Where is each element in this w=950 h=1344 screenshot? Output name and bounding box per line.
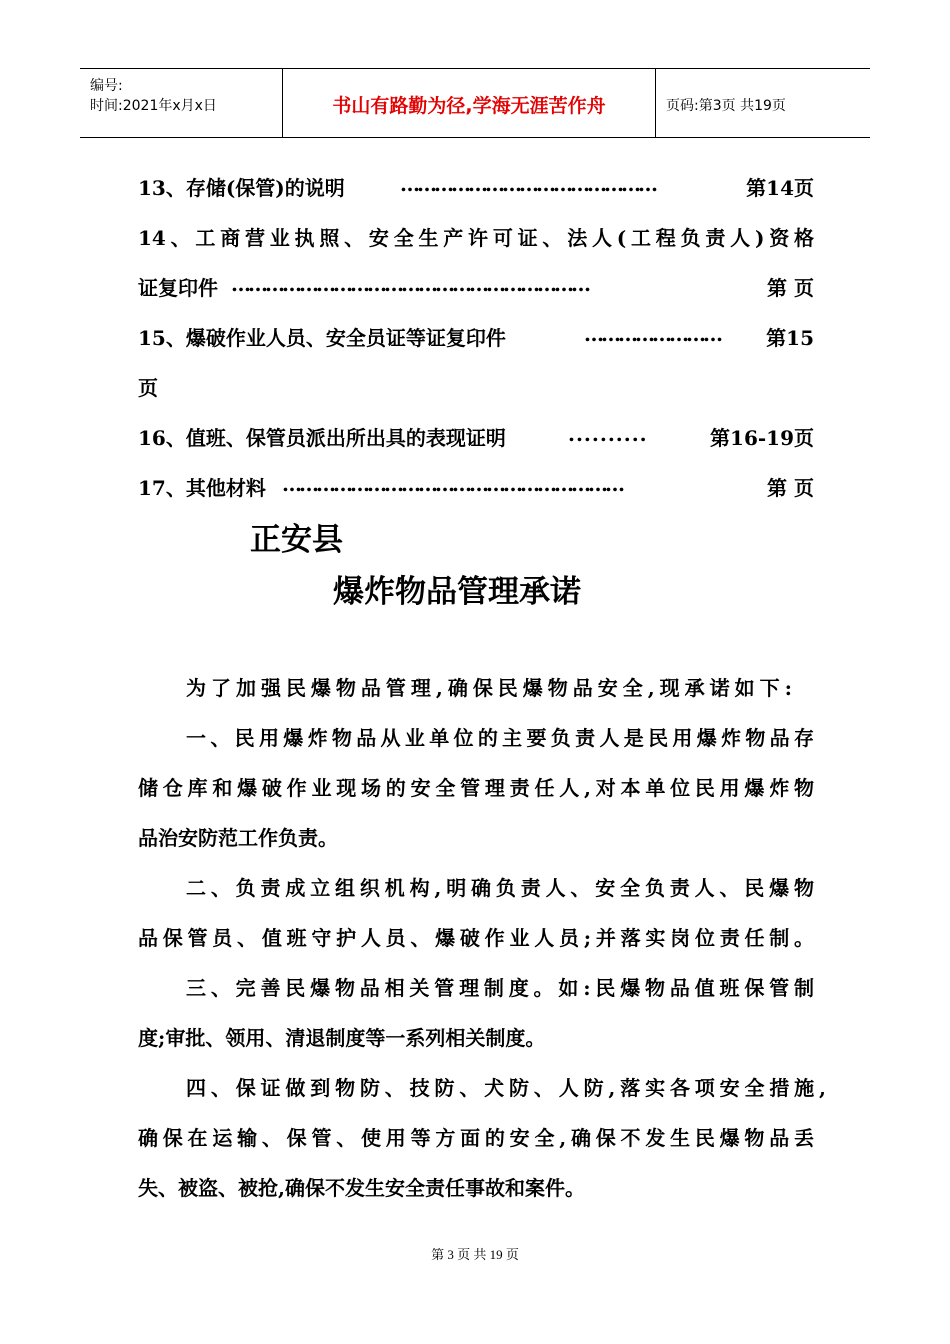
body-paragraph-2: 二、负责成立组织机构,明确负责人、安全负责人、民爆物 xyxy=(186,876,814,900)
header-motto-cell xyxy=(282,69,656,137)
body-paragraph-2-line-2: 品保管员、值班守护人员、爆破作业人员;并落实岗位责任制。 xyxy=(138,926,814,950)
title-commitment: 爆炸物品管理承诺 xyxy=(333,574,581,610)
header-page-cell xyxy=(656,69,870,137)
toc-item-label: 14、工商营业执照、安全生产许可证、法人(工程负责人)资格 xyxy=(138,226,814,250)
body-paragraph-1-line-3: 品治安防范工作负责。 xyxy=(138,826,338,850)
toc-dots: …………………………………………………… xyxy=(282,472,622,496)
toc-item-label: 证复印件 xyxy=(138,276,218,300)
toc-item-label: 15、爆破作业人员、安全员证等证复印件 xyxy=(138,326,506,350)
title-county: 正安县 xyxy=(250,522,343,558)
header-motto: 书山有路勤为径,学海无涯苦作舟 xyxy=(332,95,606,117)
body-paragraph-3: 三、完善民爆物品相关管理制度。如:民爆物品值班保管制 xyxy=(186,976,814,1000)
body-paragraph-1-line-2: 储仓库和爆破作业现场的安全管理责任人,对本单位民用爆炸物 xyxy=(138,776,814,800)
toc-item-label: 16、值班、保管员派出所出具的表现证明 xyxy=(138,426,506,450)
toc-item-label: 页 xyxy=(138,376,158,400)
toc-page-number: 第15 xyxy=(766,326,814,350)
body-paragraph-1: 一、民用爆炸物品从业单位的主要负责人是民用爆炸物品存 xyxy=(186,726,814,750)
document-number-label: 编号: xyxy=(90,78,123,94)
toc-dots: ……………………………………… xyxy=(400,172,655,196)
document-time-label: 时间:2021年x月x日 xyxy=(90,98,217,114)
toc-dots: …………………… xyxy=(584,322,720,346)
body-paragraph-4-line-2: 确保在运输、保管、使用等方面的安全,确保不发生民爆物品丢 xyxy=(138,1126,814,1150)
toc-page-number: 第14页 xyxy=(746,176,814,200)
body-paragraph-4: 四、保证做到物防、技防、犬防、人防,落实各项安全措施, xyxy=(186,1076,826,1100)
toc-item-label: 17、其他材料 xyxy=(138,476,266,500)
toc-page-number: 第16-19页 xyxy=(710,426,814,450)
page-header xyxy=(80,68,870,138)
body-paragraph-4-line-3: 失、被盗、被抢,确保不发生安全责任事故和案件。 xyxy=(138,1176,585,1200)
toc-dots: .......... xyxy=(568,422,648,446)
page-footer: 第 3 页 共 19 页 xyxy=(431,1247,519,1262)
toc-page-number: 第 页 xyxy=(767,276,814,300)
body-paragraph-3-line-2: 度;审批、领用、清退制度等一系列相关制度。 xyxy=(138,1026,546,1050)
toc-dots: ……………………………………………………… xyxy=(231,272,588,296)
toc-page-number: 第 页 xyxy=(767,476,814,500)
header-page-info: 页码:第3页 共19页 xyxy=(666,98,786,114)
body-paragraph-intro: 为了加强民爆物品管理,确保民爆物品安全,现承诺如下: xyxy=(186,676,792,700)
toc-item-label: 13、存储(保管)的说明 xyxy=(138,176,345,200)
header-meta-cell xyxy=(80,69,282,137)
